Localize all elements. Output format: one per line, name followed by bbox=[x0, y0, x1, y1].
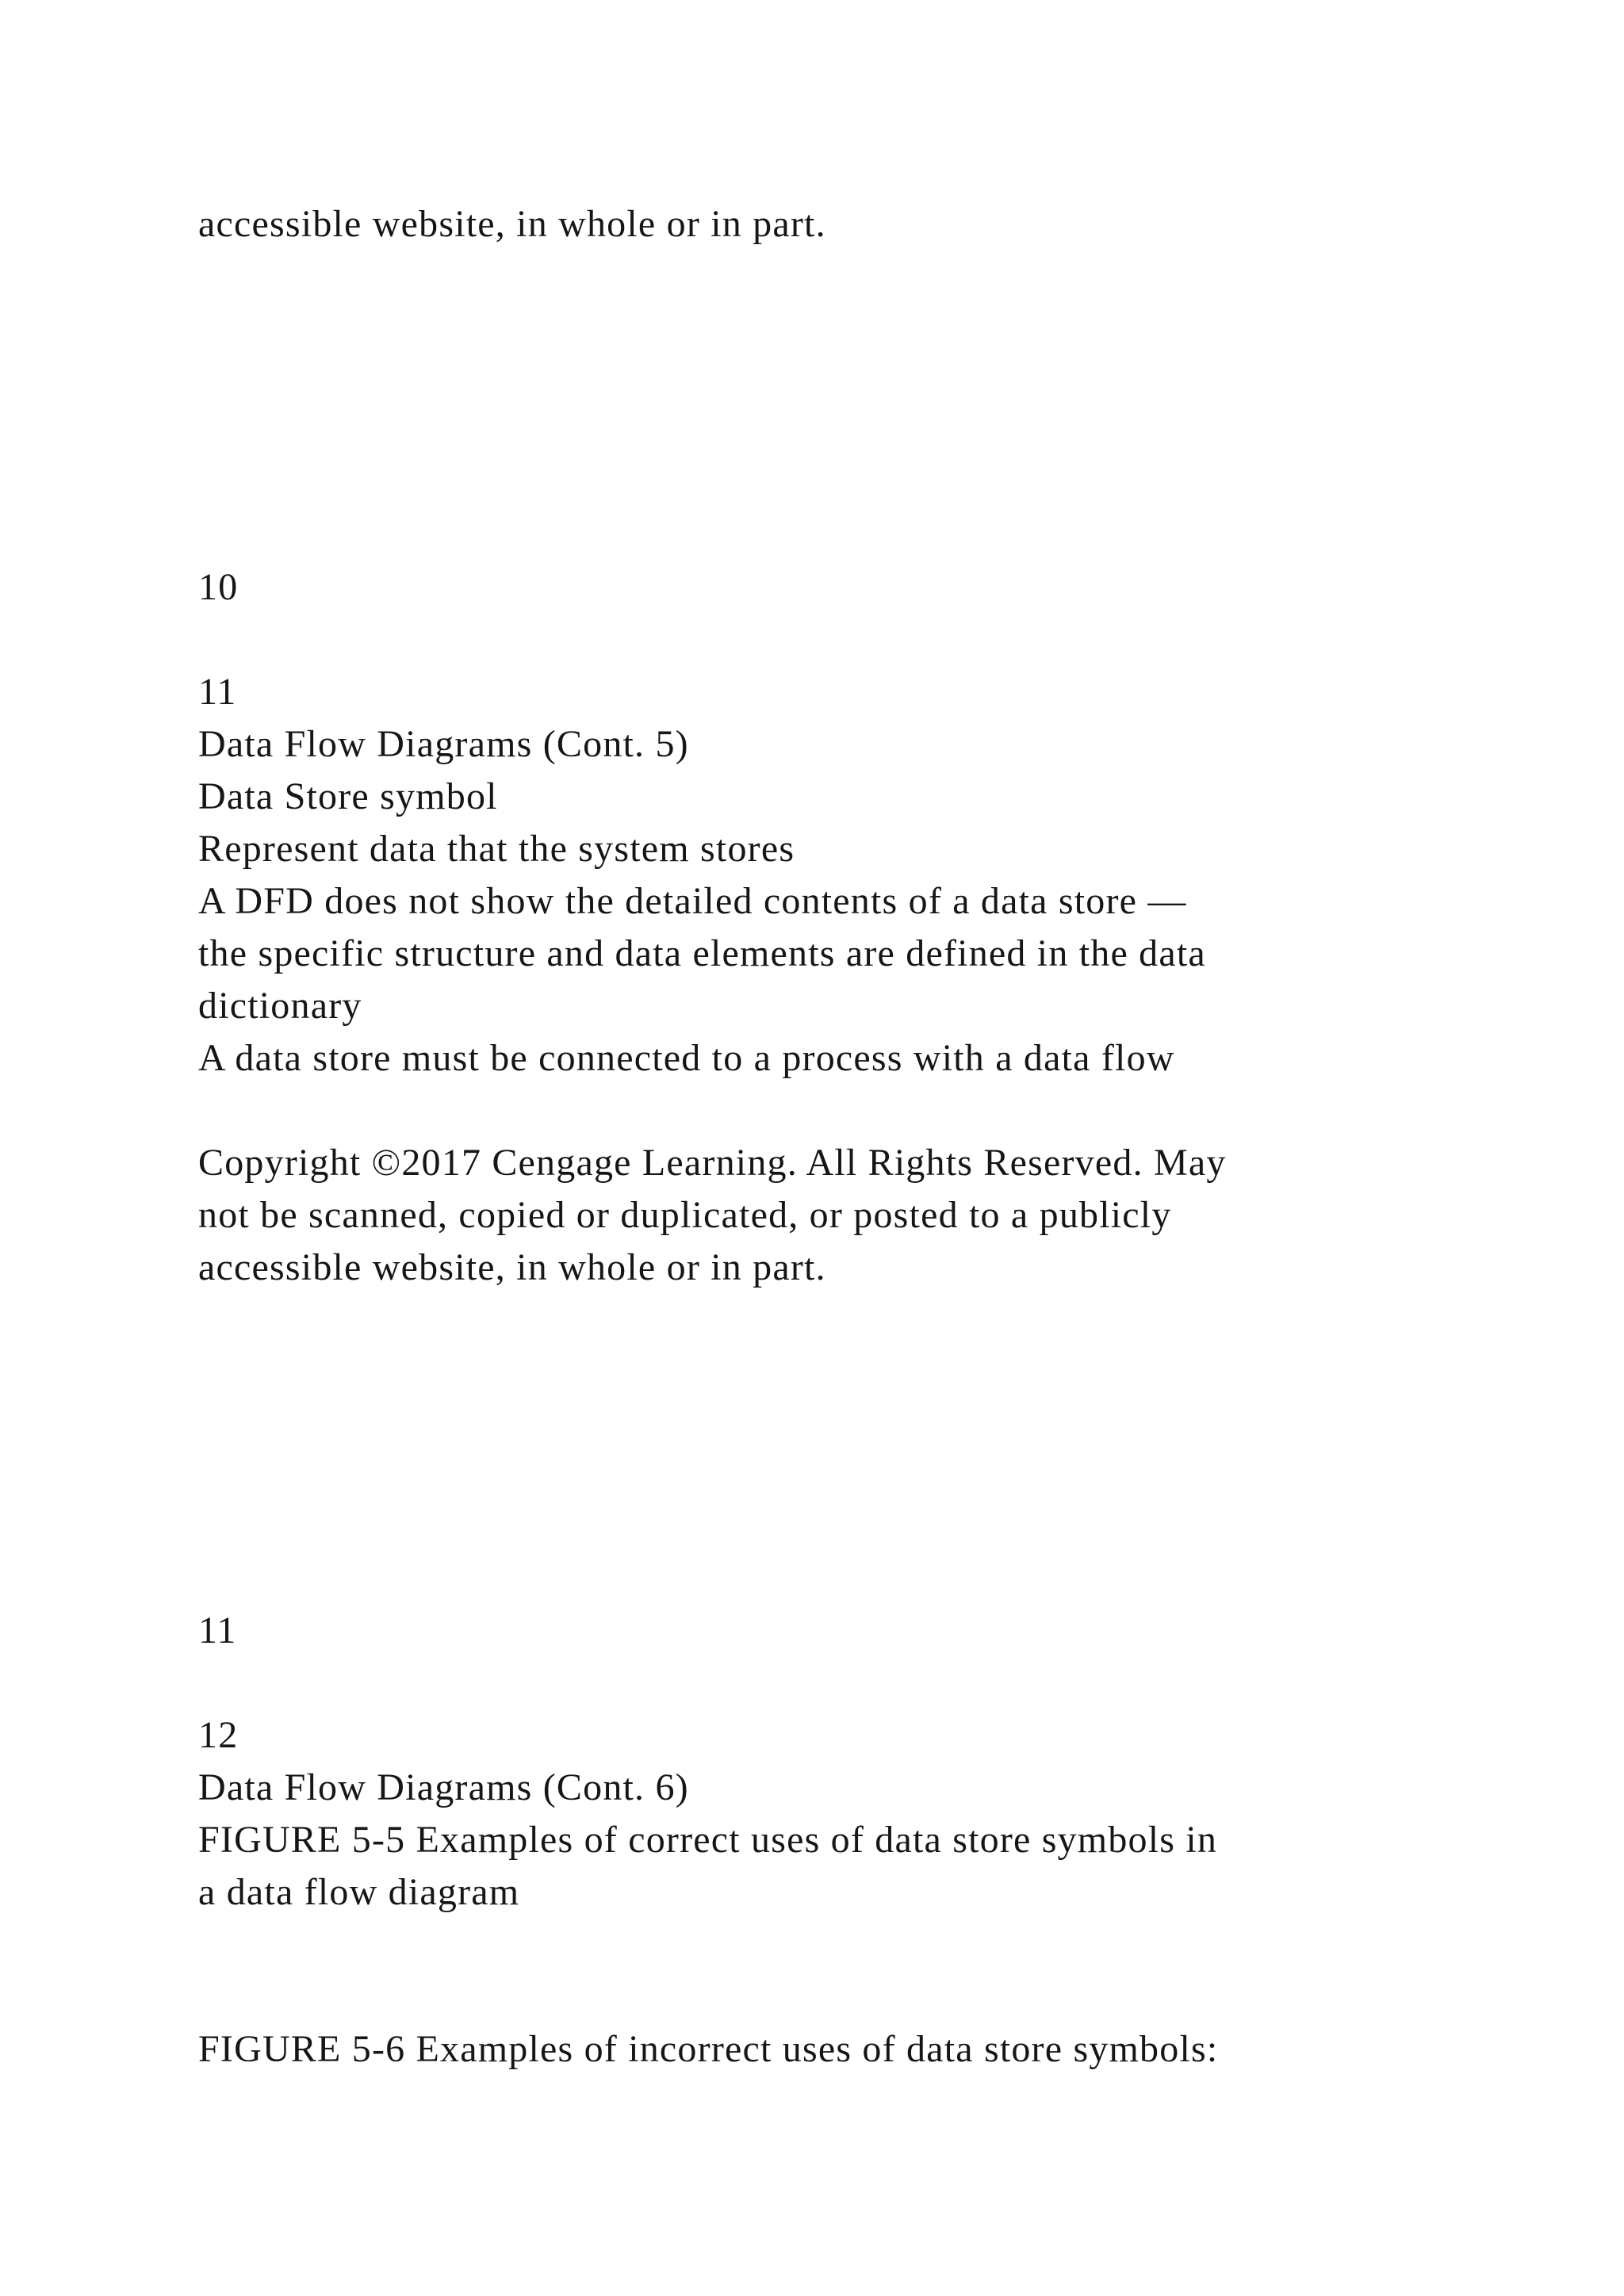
bullet-data-store-symbol: Data Store symbol bbox=[198, 775, 498, 817]
bullet-dfd-contents-line-1: A DFD does not show the detailed contents of a data store — bbox=[198, 880, 1187, 922]
bullet-data-store-connection: A data store must be connected to a process with a data flow bbox=[198, 1037, 1175, 1079]
figure-5-5-caption-line-2: a data flow diagram bbox=[198, 1871, 520, 1913]
page-number-10: 10 bbox=[198, 566, 239, 608]
page-number-11-repeat: 11 bbox=[198, 1609, 237, 1651]
continued-copyright-fragment: accessible website, in whole or in part. bbox=[198, 203, 826, 245]
bullet-dfd-contents-line-3: dictionary bbox=[198, 985, 362, 1027]
figure-5-6-caption: FIGURE 5-6 Examples of incorrect uses of data store symbols: bbox=[198, 2028, 1219, 2070]
page-number-11: 11 bbox=[198, 671, 237, 713]
copyright-line-2: not be scanned, copied or duplicated, or posted to a publicly bbox=[198, 1194, 1172, 1236]
slide-title-cont-5: Data Flow Diagrams (Cont. 5) bbox=[198, 723, 689, 765]
figure-5-5-caption-line-1: FIGURE 5-5 Examples of correct uses of data store symbols in bbox=[198, 1819, 1218, 1861]
copyright-line-1: Copyright ©2017 Cengage Learning. All Rights Reserved. May bbox=[198, 1142, 1227, 1184]
bullet-dfd-contents-line-2: the specific structure and data elements are defined in the data bbox=[198, 932, 1206, 974]
copyright-line-3: accessible website, in whole or in part. bbox=[198, 1246, 826, 1288]
page-number-12: 12 bbox=[198, 1714, 239, 1756]
bullet-represent-data: Represent data that the system stores bbox=[198, 828, 795, 870]
slide-title-cont-6: Data Flow Diagrams (Cont. 6) bbox=[198, 1766, 689, 1808]
